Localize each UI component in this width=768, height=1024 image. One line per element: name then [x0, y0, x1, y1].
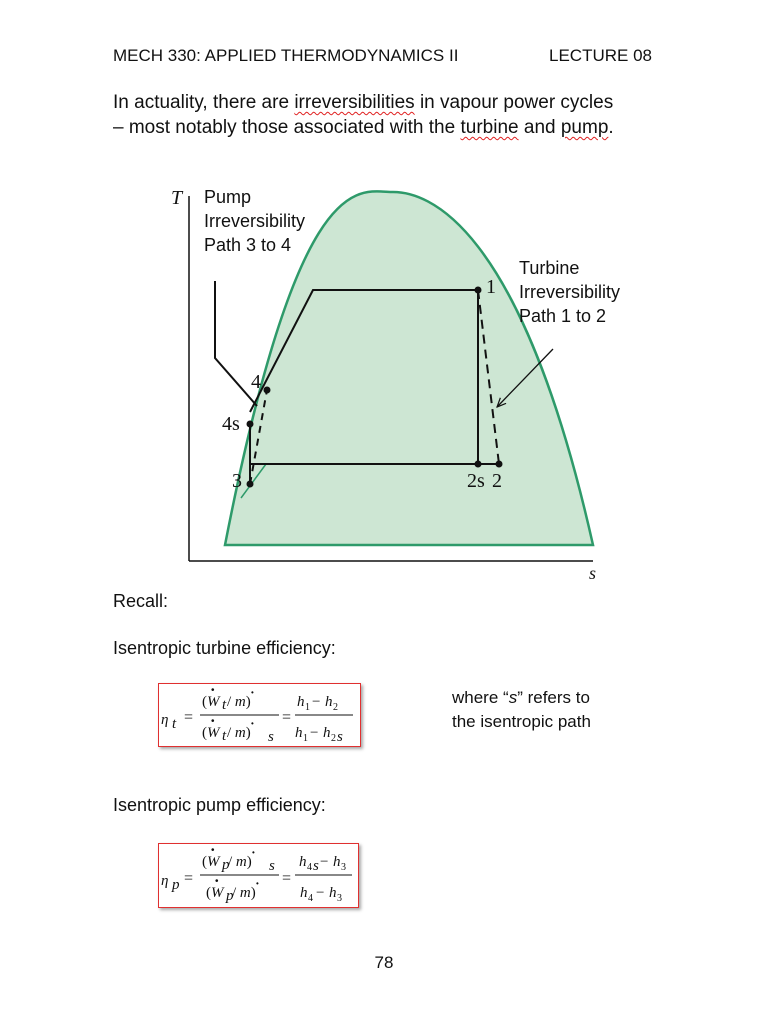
svg-text:(W: (W	[206, 885, 224, 901]
isentropic-note: where “s” refers to the isentropic path	[452, 688, 591, 731]
state-point-1	[475, 287, 482, 294]
svg-text:•: •	[211, 845, 215, 856]
state-label-2: 2	[492, 470, 502, 492]
svg-text:•: •	[252, 848, 255, 857]
svg-text:(W: (W	[202, 694, 220, 710]
state-point-2s	[475, 461, 482, 468]
lecture-number: LECTURE 08	[549, 46, 652, 65]
svg-text:h: h	[300, 885, 308, 901]
spellcheck-pump: pump	[560, 117, 609, 138]
svg-text:(W: (W	[202, 854, 220, 870]
svg-text:•: •	[256, 879, 259, 888]
turbine-efficiency-heading: Isentropic turbine efficiency:	[113, 638, 336, 658]
svg-text:1: 1	[303, 733, 308, 744]
svg-text:•: •	[251, 719, 254, 728]
svg-text:p: p	[226, 888, 234, 904]
svg-text:1: 1	[305, 702, 310, 713]
svg-text:4: 4	[308, 893, 313, 904]
svg-text:t: t	[172, 716, 177, 732]
svg-text:h: h	[297, 694, 305, 710]
pump-efficiency-heading: Isentropic pump efficiency:	[113, 795, 326, 815]
pump-efficiency-equation	[158, 843, 359, 908]
turbine-irreversibility-label: Turbine Irreversibility Path 1 to 2	[519, 258, 621, 326]
svg-text:−: −	[320, 854, 329, 870]
svg-text:=: =	[282, 870, 292, 887]
svg-text:s: s	[268, 729, 274, 745]
svg-text:•: •	[251, 688, 254, 697]
svg-text:2: 2	[333, 702, 338, 713]
svg-text:•: •	[211, 716, 215, 727]
svg-text:/ m): / m)	[232, 885, 256, 901]
svg-text:/ m): / m)	[227, 725, 251, 741]
svg-text:=: =	[184, 870, 194, 887]
svg-text:3: 3	[337, 893, 342, 904]
svg-text:η: η	[161, 873, 169, 889]
spellcheck-turbine: turbine	[460, 117, 519, 138]
svg-text:•: •	[211, 685, 215, 696]
svg-text:4: 4	[307, 862, 312, 873]
turbine-efficiency-equation	[158, 683, 361, 747]
svg-text:η: η	[161, 712, 169, 728]
svg-text:h: h	[295, 725, 303, 741]
spellcheck-irreversibilities: irreversibilities	[294, 92, 415, 113]
svg-text:•: •	[215, 876, 219, 887]
svg-text:/ m): / m)	[228, 854, 252, 870]
page-number: 78	[374, 953, 394, 972]
intro-line-2: – most notably those associated with the turbine and pump.	[113, 117, 614, 138]
state-point-2	[496, 461, 503, 468]
svg-text:p: p	[172, 877, 180, 893]
recall-heading: Recall:	[113, 591, 169, 611]
svg-text:3: 3	[341, 862, 346, 873]
svg-text:t: t	[222, 728, 227, 744]
svg-text:(W: (W	[202, 725, 220, 741]
intro-line-1: In actuality, there are irreversibilities in vapour power cycles	[113, 92, 614, 113]
svg-text:−: −	[312, 694, 321, 710]
state-point-4s	[247, 421, 254, 428]
svg-text:/ m): / m)	[227, 694, 251, 710]
svg-text:s: s	[337, 729, 343, 745]
svg-text:h: h	[329, 885, 337, 901]
y-axis-label: T	[171, 187, 183, 209]
svg-text:−: −	[316, 885, 325, 901]
svg-text:h: h	[333, 854, 341, 870]
state-label-3: 3	[232, 470, 242, 492]
svg-text:h: h	[325, 694, 333, 710]
state-label-2s: 2s	[467, 470, 485, 492]
svg-text:h: h	[323, 725, 331, 741]
pump-irreversibility-label: Pump Irreversibility Path 3 to 4	[204, 187, 306, 255]
svg-text:s: s	[269, 858, 275, 874]
svg-text:=: =	[282, 709, 292, 726]
state-label-1: 1	[486, 276, 496, 298]
state-point-3	[247, 481, 254, 488]
state-label-4s: 4s	[222, 413, 240, 435]
x-axis-label: s	[589, 563, 597, 583]
state-point-4	[264, 387, 271, 394]
state-label-4: 4	[251, 371, 261, 393]
svg-text:−: −	[310, 725, 319, 741]
course-header: MECH 330: APPLIED THERMODYNAMICS II	[113, 46, 459, 65]
svg-text:s: s	[313, 858, 319, 874]
svg-text:2: 2	[331, 733, 336, 744]
svg-text:t: t	[222, 697, 227, 713]
svg-text:h: h	[299, 854, 307, 870]
svg-text:=: =	[184, 709, 194, 726]
svg-text:p: p	[222, 857, 230, 873]
